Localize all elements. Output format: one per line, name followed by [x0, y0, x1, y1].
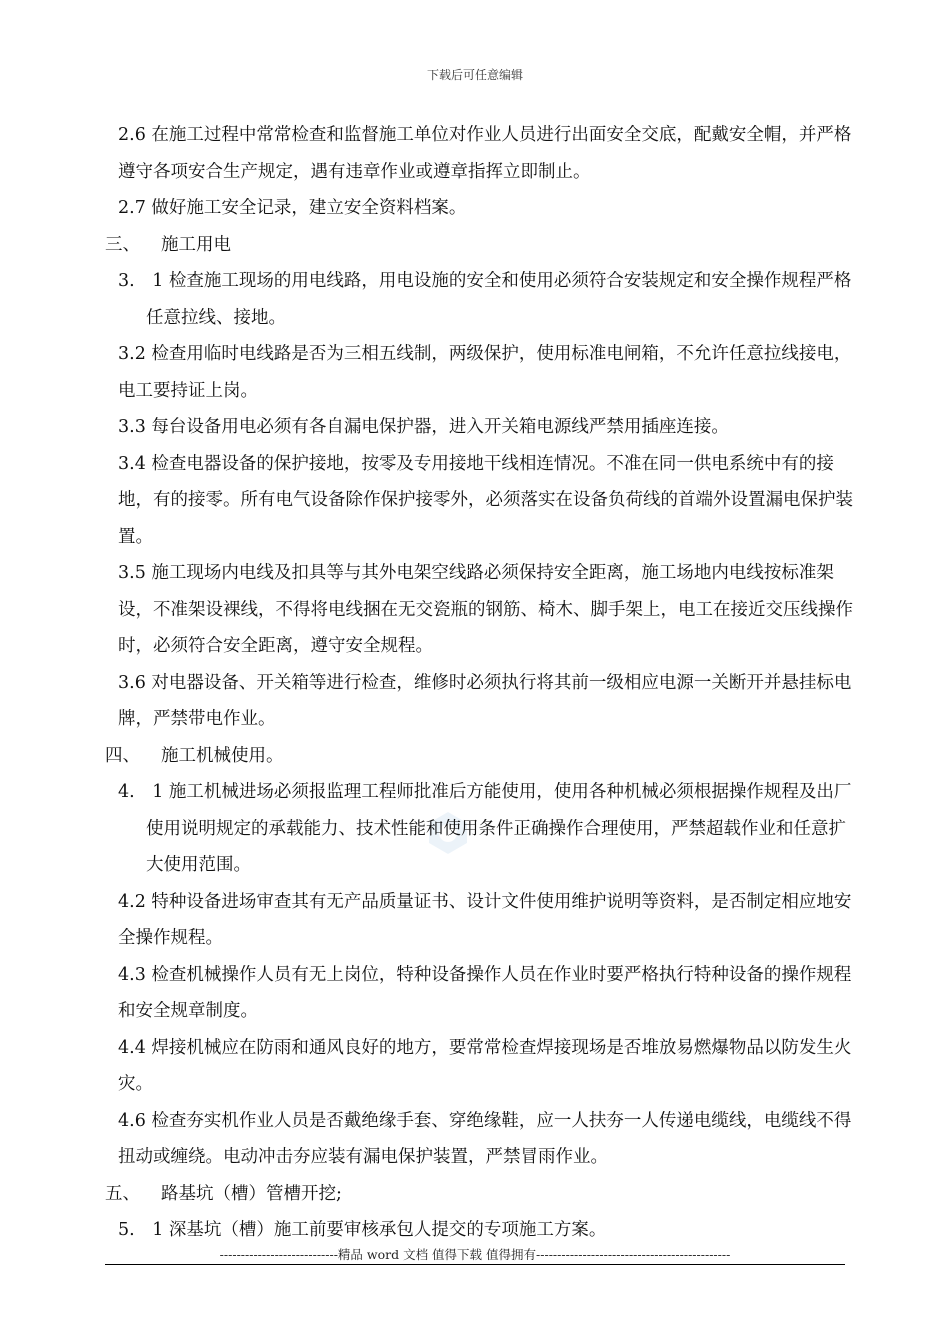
section-heading-3	[105, 227, 858, 264]
section-title: 施工机械使用。	[161, 745, 284, 766]
footer-divider	[105, 1264, 845, 1265]
paragraph-4-2: 4.2 特种设备进场审查其有无产品质量证书、设计文件使用维护说明等资料，是否制定相应地安全操作规程。	[118, 891, 852, 948]
paragraph-3-4: 3.4 检查电器设备的保护接地，按零及专用接地干线相连情况。不准在同一供电系统中有的接地，有的接零。所有电气设备除作保护接零外，必须落实在设备负荷线的首端外设置漏电保护装置。	[118, 453, 853, 547]
paragraph-2-6: 2.6 在施工过程中常常检查和监督施工单位对作业人员进行出面安全交底，配戴安全帽，并严格遵守各项安合生产规定，遇有违章作业或遵章指挥立即制止。	[118, 125, 852, 182]
section-number: 五、	[105, 1183, 140, 1204]
section-heading-4	[105, 738, 858, 775]
section-number: 三、	[105, 234, 140, 255]
paragraph-3-5: 3.5 施工现场内电线及扣具等与其外电架空线路必须保持安全距离，施工场地内电线按标准架设，不准架设裸线，不得将电线捆在无交瓷瓶的钢筋、椅木、脚手架上，电工在接近交压线操作时，必须符合安全距离，遵守安全规程。	[118, 563, 853, 656]
paragraph-4-3: 4.3 检查机械操作人员有无上岗位，特种设备操作人员在作业时要严格执行特种设备的操作规程和安全规章制度。	[118, 964, 852, 1021]
section-number: 四、	[105, 745, 140, 766]
paragraph-3-1: 3. 1 检查施工现场的用电线路，用电设施的安全和使用必须符合安装规定和安全操作规程严格任意拉线、接地。	[118, 271, 852, 328]
paragraph-5-1: 5. 1 深基坑（槽）施工前要审核承包人提交的专项施工方案。	[118, 1220, 607, 1240]
section-title: 路基坑（槽）管槽开挖;	[161, 1183, 342, 1204]
page-footer: ----------------------------精品 word 文档 值得下载 值得拥有----------------------------------------------	[219, 1247, 731, 1262]
document-body	[105, 117, 858, 1249]
section-heading-5	[105, 1176, 858, 1213]
page-header: 下载后可任意编辑	[426, 68, 523, 82]
paragraph-3-2: 3.2 检查用临时电线路是否为三相五线制，两级保护，使用标准电闸箱，不允许任意拉线接电，电工要持证上岗。	[118, 344, 852, 401]
section-title: 施工用电	[161, 234, 231, 255]
paragraph-3-6: 3.6 对电器设备、开关箱等进行检查，维修时必须执行将其前一级相应电源一关断开并悬挂标电牌，严禁带电作业。	[118, 672, 852, 729]
paragraph-4-4: 4.4 焊接机械应在防雨和通风良好的地方，要常常检查焊接现场是否堆放易燃爆物品以防发生火灾。	[118, 1037, 852, 1094]
paragraph-4-6: 4.6 检查夯实机作业人员是否戴绝缘手套、穿绝缘鞋，应一人扶夯一人传递电缆线，电缆线不得扭动或缠绕。电动冲击夯应装有漏电保护装置，严禁冒雨作业。	[118, 1110, 852, 1167]
paragraph-3-3: 3.3 每台设备用电必须有各自漏电保护器，进入开关箱电源线严禁用插座连接。	[118, 417, 729, 437]
paragraph-2-7: 2.7 做好施工安全记录，建立安全资料档案。	[118, 198, 467, 218]
paragraph-4-1: 4. 1 施工机械进场必须报监理工程师批准后方能使用，使用各种机械必须根据操作规程及出厂使用说明规定的承载能力、技术性能和使用条件正确操作合理使用，严禁超载作业和任意扩大使用范围。	[118, 782, 852, 875]
